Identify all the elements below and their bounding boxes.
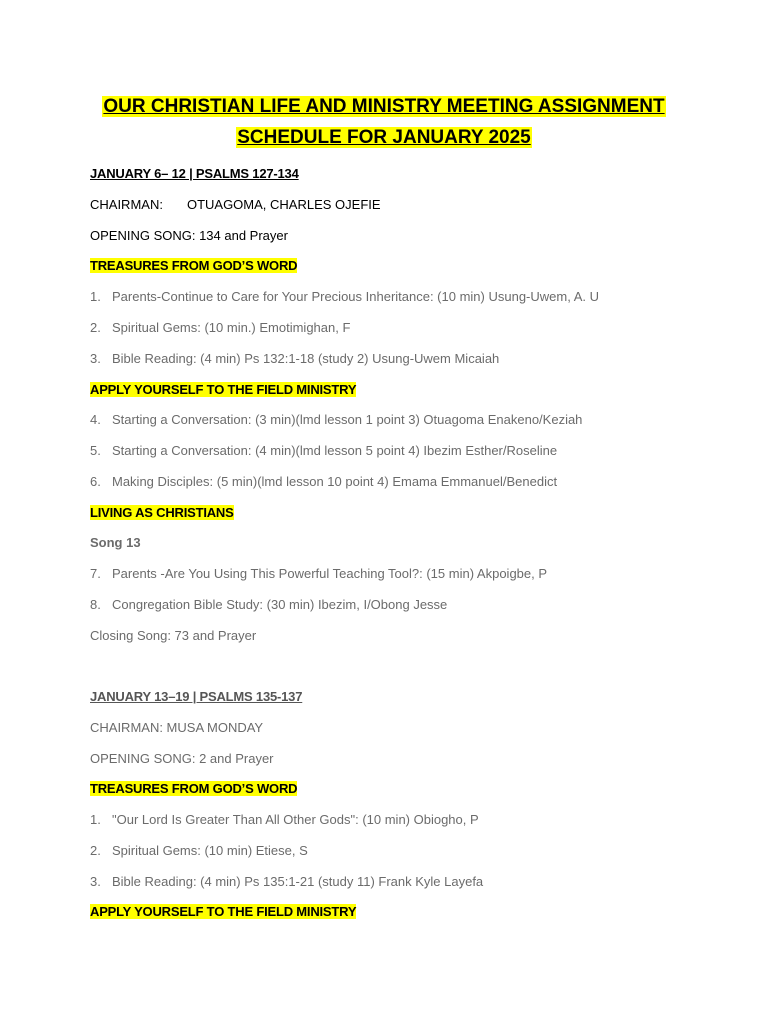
week2-treasures-heading: TREASURES FROM GOD’S WORD [90,781,298,796]
week1-closing-song: Closing Song: 73 and Prayer [90,628,257,643]
week1-item-8: 8. Congregation Bible Study: (30 min) Ibezim, I/Obong Jesse [90,597,448,612]
week1-living-heading: LIVING AS CHRISTIANS [90,505,234,520]
document-title-line-2: SCHEDULE FOR JANUARY 2025 [237,127,531,148]
week1-item-1: 1. Parents-Continue to Care for Your Precious Inheritance: (10 min) Usung-Uwem, A. U [90,289,600,304]
week2-heading: JANUARY 13–19 | PSALMS 135-137 [90,689,303,704]
week2-apply-heading: APPLY YOURSELF TO THE FIELD MINISTRY [90,904,357,919]
week1-item-6: 6. Making Disciples: (5 min)(lmd lesson 10 point 4) Emama Emmanuel/Benedict [90,474,558,489]
week1-item-2: 2. Spiritual Gems: (10 min.) Emotimighan, F [90,320,351,335]
week2-opening-song: OPENING SONG: 2 and Prayer [90,751,274,766]
week1-chairman-label: CHAIRMAN: [90,197,163,212]
week2-item-1: 1. "Our Lord Is Greater Than All Other Gods": (10 min) Obiogho, P [90,812,479,827]
week1-heading: JANUARY 6– 12 | PSALMS 127-134 [90,166,299,181]
week2-item-3: 3. Bible Reading: (4 min) Ps 135:1-21 (study 11) Frank Kyle Layefa [90,874,484,889]
week1-chairman-name: OTUAGOMA, CHARLES OJEFIE [186,197,381,212]
week1-song-mid: Song 13 [90,535,141,550]
week2-item-2: 2. Spiritual Gems: (10 min) Etiese, S [90,843,308,858]
week1-apply-heading: APPLY YOURSELF TO THE FIELD MINISTRY [90,382,357,397]
week1-item-7: 7. Parents -Are You Using This Powerful Teaching Tool?: (15 min) Akpoigbe, P [90,566,548,581]
week1-treasures-heading: TREASURES FROM GOD’S WORD [90,258,298,273]
week1-item-4: 4. Starting a Conversation: (3 min)(lmd lesson 1 point 3) Otuagoma Enakeno/Keziah [90,412,583,427]
week1-opening-song: OPENING SONG: 134 and Prayer [90,228,288,243]
week1-item-3: 3. Bible Reading: (4 min) Ps 132:1-18 (study 2) Usung-Uwem Micaiah [90,351,500,366]
document-title-line-1: OUR CHRISTIAN LIFE AND MINISTRY MEETING ASSIGNMENT [103,96,665,117]
week2-chairman: CHAIRMAN: MUSA MONDAY [90,720,264,735]
week1-chairman [90,196,381,214]
week1-item-5: 5. Starting a Conversation: (4 min)(lmd lesson 5 point 4) Ibezim Esther/Roseline [90,443,558,458]
